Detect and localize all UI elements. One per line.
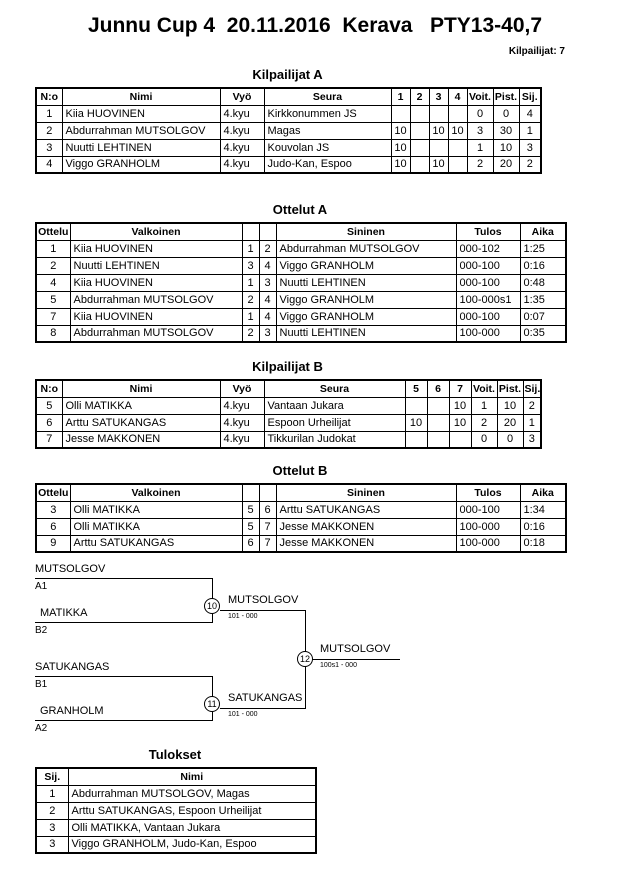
cell: 7 (36, 308, 70, 325)
cell: 0:35 (520, 325, 566, 342)
cell: 4.kyu (220, 397, 264, 414)
column-header: Nimi (62, 380, 220, 397)
cell: 1 (242, 308, 259, 325)
cell: 10 (391, 156, 410, 173)
matches-b-table (35, 483, 567, 553)
cell: Nuutti LEHTINEN (70, 257, 242, 274)
competitors-b-header-row (36, 380, 541, 397)
column-header: Aika (520, 484, 566, 501)
column-header: 4 (448, 88, 467, 105)
competitors-a-body (36, 105, 541, 173)
cell: 5 (36, 397, 62, 414)
section-heading-matches-b: Ottelut B (272, 463, 328, 478)
cell: 3 (36, 836, 68, 853)
cell: Nuutti LEHTINEN (62, 139, 220, 156)
cell: 7 (36, 431, 62, 448)
match-number-badge: 12 (297, 651, 313, 667)
cell (405, 397, 427, 414)
cell: Olli MATIKKA, Vantaan Jukara (68, 819, 316, 836)
cell: 3 (523, 431, 541, 448)
table-row (36, 308, 566, 325)
cell: 10 (497, 397, 523, 414)
cell: Olli MATIKKA (70, 501, 242, 518)
column-header: Tulos (456, 484, 520, 501)
column-header: Sij. (519, 88, 541, 105)
cell: 0:18 (520, 535, 566, 552)
cell: 4.kyu (220, 122, 264, 139)
bracket-player-name: MUTSOLGOV (35, 563, 106, 575)
cell: 2 (523, 397, 541, 414)
match-number-badge: 11 (204, 696, 220, 712)
bracket-winner-name: SATUKANGAS (228, 692, 303, 704)
cell: 3 (36, 139, 62, 156)
column-header: Sininen (276, 223, 456, 240)
finals-bracket (0, 561, 630, 743)
cell: 8 (36, 325, 70, 342)
cell: Arttu SATUKANGAS (276, 501, 456, 518)
cell: Abdurrahman MUTSOLGOV (70, 291, 242, 308)
cell: 0:07 (520, 308, 566, 325)
column-header: N:o (36, 380, 62, 397)
results-body (36, 785, 316, 853)
cell: 4.kyu (220, 156, 264, 173)
bracket-player-name: GRANHOLM (40, 705, 104, 717)
column-header: Seura (264, 88, 391, 105)
cell: 10 (429, 122, 448, 139)
cell: Espoon Urheilijat (264, 414, 405, 431)
cell: Kirkkonummen JS (264, 105, 391, 122)
cell: 2 (471, 414, 497, 431)
cell: Kiia HUOVINEN (70, 308, 242, 325)
column-header (242, 484, 259, 501)
cell: 1 (471, 397, 497, 414)
cell: 4 (36, 156, 62, 173)
column-header: Voit. (467, 88, 493, 105)
cell (427, 397, 449, 414)
cell: 7 (259, 535, 276, 552)
table-row (36, 139, 541, 156)
column-header: 3 (429, 88, 448, 105)
cell: 3 (259, 274, 276, 291)
cell: 3 (259, 325, 276, 342)
column-header: Valkoinen (70, 484, 242, 501)
cell: 10 (493, 139, 519, 156)
column-header: Ottelu (36, 223, 70, 240)
cell: 10 (448, 122, 467, 139)
cell: 6 (259, 501, 276, 518)
cell: Jesse MAKKONEN (276, 535, 456, 552)
cell (429, 139, 448, 156)
cell: 4 (259, 308, 276, 325)
cell: 2 (36, 257, 70, 274)
table-row (36, 785, 316, 802)
cell: 000-100 (456, 257, 520, 274)
bracket-line (35, 578, 213, 579)
section-heading-competitors-b: Kilpailijat B (252, 359, 323, 374)
column-header: 1 (391, 88, 410, 105)
column-header: 7 (449, 380, 471, 397)
cell: 1 (36, 240, 70, 257)
cell: Arttu SATUKANGAS (70, 535, 242, 552)
cell: Arttu SATUKANGAS (62, 414, 220, 431)
column-header: Nimi (68, 768, 316, 785)
table-row (36, 535, 566, 552)
column-header: Pist. (493, 88, 519, 105)
table-row (36, 122, 541, 139)
cell: 30 (493, 122, 519, 139)
cell: 4.kyu (220, 431, 264, 448)
table-row (36, 291, 566, 308)
cell (448, 139, 467, 156)
bracket-winner-name: MUTSOLGOV (228, 594, 299, 606)
matches-a-table (35, 222, 567, 343)
cell: 2 (467, 156, 493, 173)
cell: 000-102 (456, 240, 520, 257)
cell: Abdurrahman MUTSOLGOV, Magas (68, 785, 316, 802)
cell: Judo-Kan, Espoo (264, 156, 391, 173)
competitors-b-body (36, 397, 541, 448)
cell: Jesse MAKKONEN (62, 431, 220, 448)
cell: 10 (405, 414, 427, 431)
table-row (36, 802, 316, 819)
cell: Olli MATIKKA (70, 518, 242, 535)
cell: 000-100 (456, 308, 520, 325)
cell: 2 (259, 240, 276, 257)
cell: Kiia HUOVINEN (70, 240, 242, 257)
cell: 1:35 (520, 291, 566, 308)
column-header: Sininen (276, 484, 456, 501)
bracket-line (35, 720, 213, 721)
cell: 100-000 (456, 535, 520, 552)
table-row (36, 274, 566, 291)
cell: 7 (259, 518, 276, 535)
cell: 0 (471, 431, 497, 448)
cell: 1 (36, 785, 68, 802)
column-header: Vyö (220, 380, 264, 397)
cell: Kouvolan JS (264, 139, 391, 156)
column-header: Sij. (523, 380, 541, 397)
cell (405, 431, 427, 448)
bracket-score: 101 - 000 (228, 711, 258, 718)
cell (449, 431, 471, 448)
cell: Viggo GRANHOLM (62, 156, 220, 173)
table-row (36, 156, 541, 173)
section-heading-results: Tulokset (148, 747, 202, 762)
matches-a-header-row (36, 223, 566, 240)
match-number-badge: 10 (204, 598, 220, 614)
cell: 9 (36, 535, 70, 552)
cell: 20 (493, 156, 519, 173)
column-header: Vyö (220, 88, 264, 105)
cell: 1 (242, 240, 259, 257)
table-row (36, 240, 566, 257)
cell: 0:16 (520, 518, 566, 535)
cell: 100-000s1 (456, 291, 520, 308)
column-header: Seura (264, 380, 405, 397)
cell: 3 (467, 122, 493, 139)
competitors-count: Kilpailijat: 7 (508, 46, 565, 57)
bracket-seed-label: A2 (35, 723, 48, 734)
cell: 2 (242, 325, 259, 342)
section-heading-matches-a: Ottelut A (272, 202, 328, 217)
cell (391, 105, 410, 122)
cell: 10 (429, 156, 448, 173)
section-heading-competitors-a: Kilpailijat A (252, 67, 323, 82)
cell: 4 (36, 274, 70, 291)
page-title: Junnu Cup 4 20.11.2016 Kerava PTY13-40,7 (87, 14, 543, 37)
cell: 100-000 (456, 518, 520, 535)
cell (427, 431, 449, 448)
column-header (259, 484, 276, 501)
column-header (242, 223, 259, 240)
cell: Nuutti LEHTINEN (276, 325, 456, 342)
cell (410, 156, 429, 173)
column-header: Aika (520, 223, 566, 240)
results-header-row (36, 768, 316, 785)
cell: 5 (242, 501, 259, 518)
cell: 1 (36, 105, 62, 122)
cell: 4.kyu (220, 105, 264, 122)
cell (410, 105, 429, 122)
bracket-player-name: SATUKANGAS (35, 661, 110, 673)
cell: 0 (497, 431, 523, 448)
cell: Abdurrahman MUTSOLGOV (70, 325, 242, 342)
bracket-seed-label: A1 (35, 581, 48, 592)
matches-a-body (36, 240, 566, 342)
cell: 6 (36, 518, 70, 535)
cell: Viggo GRANHOLM (276, 308, 456, 325)
cell: Arttu SATUKANGAS, Espoon Urheilijat (68, 802, 316, 819)
table-row (36, 836, 316, 853)
cell: Kiia HUOVINEN (62, 105, 220, 122)
table-row (36, 518, 566, 535)
cell: 000-100 (456, 501, 520, 518)
cell (448, 105, 467, 122)
bracket-line (220, 610, 306, 611)
cell: Viggo GRANHOLM (276, 291, 456, 308)
cell: 2 (36, 802, 68, 819)
cell: Abdurrahman MUTSOLGOV (276, 240, 456, 257)
cell: 4 (519, 105, 541, 122)
cell: 6 (242, 535, 259, 552)
table-row (36, 257, 566, 274)
bracket-player-name: MATIKKA (40, 607, 88, 619)
cell: Jesse MAKKONEN (276, 518, 456, 535)
cell: Viggo GRANHOLM, Judo-Kan, Espoo (68, 836, 316, 853)
cell: 6 (36, 414, 62, 431)
column-header: Nimi (62, 88, 220, 105)
competitors-b-table (35, 379, 542, 449)
column-header: 5 (405, 380, 427, 397)
cell: 4 (259, 291, 276, 308)
cell: Abdurrahman MUTSOLGOV (62, 122, 220, 139)
cell: 5 (242, 518, 259, 535)
cell: 100-000 (456, 325, 520, 342)
column-header: Pist. (497, 380, 523, 397)
cell: 10 (449, 414, 471, 431)
competitors-a-table (35, 87, 542, 174)
bracket-seed-label: B2 (35, 625, 48, 636)
bracket-line (35, 676, 213, 677)
bracket-score: 101 - 000 (228, 613, 258, 620)
cell (410, 139, 429, 156)
cell: 4.kyu (220, 139, 264, 156)
column-header: 6 (427, 380, 449, 397)
cell: 10 (391, 139, 410, 156)
cell: 10 (391, 122, 410, 139)
cell: 3 (519, 139, 541, 156)
column-header: Sij. (36, 768, 68, 785)
cell (448, 156, 467, 173)
column-header: Ottelu (36, 484, 70, 501)
table-row (36, 397, 541, 414)
cell: Viggo GRANHOLM (276, 257, 456, 274)
bracket-score: 100s1 - 000 (320, 662, 357, 669)
cell: 20 (497, 414, 523, 431)
table-row (36, 431, 541, 448)
cell: 1 (519, 122, 541, 139)
cell: 1 (523, 414, 541, 431)
cell: 4.kyu (220, 414, 264, 431)
cell: Olli MATIKKA (62, 397, 220, 414)
cell: 3 (36, 819, 68, 836)
bracket-seed-label: B1 (35, 679, 48, 690)
cell: 3 (36, 501, 70, 518)
cell: 1 (467, 139, 493, 156)
column-header: Valkoinen (70, 223, 242, 240)
cell: 2 (36, 122, 62, 139)
cell: 5 (36, 291, 70, 308)
cell: Magas (264, 122, 391, 139)
cell: 1:34 (520, 501, 566, 518)
cell: Nuutti LEHTINEN (276, 274, 456, 291)
cell: 0:16 (520, 257, 566, 274)
cell: 3 (242, 257, 259, 274)
cell: 10 (449, 397, 471, 414)
cell (410, 122, 429, 139)
cell (427, 414, 449, 431)
results-table (35, 767, 317, 854)
column-header: 2 (410, 88, 429, 105)
table-row (36, 819, 316, 836)
cell: 4 (259, 257, 276, 274)
cell: Kiia HUOVINEN (70, 274, 242, 291)
cell: 000-100 (456, 274, 520, 291)
matches-b-header-row (36, 484, 566, 501)
cell (429, 105, 448, 122)
matches-b-body (36, 501, 566, 552)
cell: 2 (519, 156, 541, 173)
column-header: N:o (36, 88, 62, 105)
bracket-line (35, 622, 213, 623)
table-row (36, 325, 566, 342)
cell: Tikkurilan Judokat (264, 431, 405, 448)
cell: 0:48 (520, 274, 566, 291)
column-header: Tulos (456, 223, 520, 240)
column-header: Voit. (471, 380, 497, 397)
column-header (259, 223, 276, 240)
table-row (36, 414, 541, 431)
bracket-line (220, 708, 306, 709)
bracket-line (312, 659, 400, 660)
cell: 1 (242, 274, 259, 291)
cell: 2 (242, 291, 259, 308)
cell: 0 (493, 105, 519, 122)
competitors-a-header-row (36, 88, 541, 105)
table-row (36, 105, 541, 122)
bracket-winner-name: MUTSOLGOV (320, 643, 391, 655)
cell: Vantaan Jukara (264, 397, 405, 414)
cell: 1:25 (520, 240, 566, 257)
table-row (36, 501, 566, 518)
cell: 0 (467, 105, 493, 122)
